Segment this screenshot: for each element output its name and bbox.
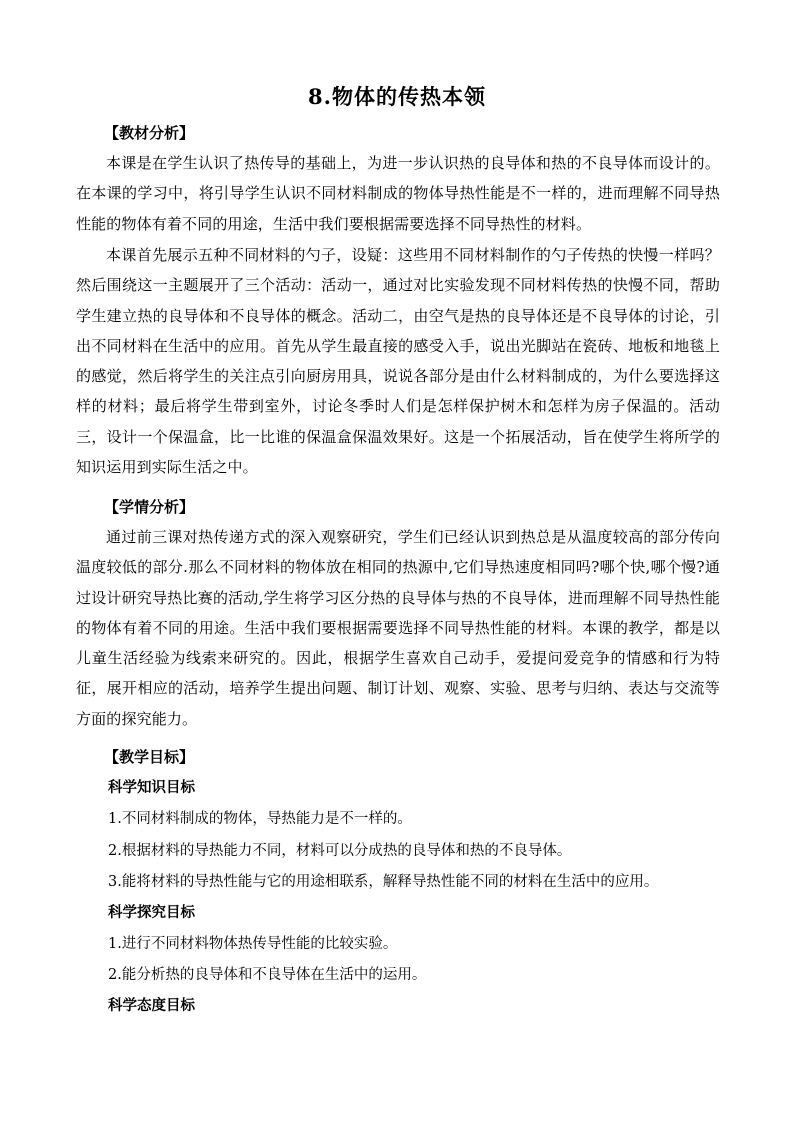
knowledge-goal-item: 3.能将材料的导热性能与它的用途相联系，解释导热性能不同的材料在生活中的应用。 (108, 874, 659, 890)
student-analysis-paragraph: 通过前三课对热传递方式的深入观察研究，学生们已经认识到热总是从温度较高的部分传向温度较低的部分.那么不同材料的物体放在相同的热源中,它们导热速度相同吗?哪个快,哪个慢?通过设计研究导热比赛的活动,学生将学习区分热的良导体与热的不良导体，进而理解不同导热性能的物体有着不同的用途。生活中我们要根据需要选择不同导热性能的材料。本课的教学，都是以儿童生活经验为线索来研究的。因此，根据学生喜欢自己动手，爱提问爱竞争的情感和行为特征，展开相应的活动，培养学生提出问题、制订计划、观察、实验、思考与归纳、表达与交流等方面的探究能力。 (76, 528, 720, 728)
goal-heading-inquiry: 科学探究目标 (108, 904, 195, 921)
goal-heading-knowledge: 科学知识目标 (108, 779, 195, 796)
inquiry-goal-item: 1.进行不同材料物体热传导性能的比较实验。 (108, 936, 398, 952)
knowledge-goal-item: 2.根据材料的导热能力不同，材料可以分成热的良导体和热的不良导体。 (108, 843, 572, 859)
material-analysis-paragraph-2: 本课首先展示五种不同材料的勺子，设疑：这些用不同材料制作的勺子传热的快慢一样吗？然后围绕这一主题展开了三个活动：活动一，通过对比实验发现不同材料传热的快慢不同，帮助学生建立热的良导体和不良导体的概念。活动二，由空气是热的良导体还是不良导体的讨论，引出不同材料在生活中的应用。首先从学生最直接的感受入手，说出光脚站在瓷砖、地板和地毯上的感觉，然后将学生的关注点引向厨房用具，说说各部分是由什么材料制成的，为什么要选择这样的材料；最后将学生带到室外，讨论冬季时人们是怎样保护树木和怎样为房子保温的。活动三，设计一个保温盒，比一比谁的保温盒保温效果好。这是一个拓展活动，旨在使学生将所学的知识运用到实际生活之中。 (76, 246, 720, 477)
section-heading-teaching-goals: 【教学目标】 (104, 748, 195, 766)
knowledge-goal-item: 1.不同材料制成的物体，导热能力是不一样的。 (108, 811, 412, 827)
inquiry-goal-item: 2.能分析热的良导体和不良导体在生活中的运用。 (108, 967, 427, 983)
page-title: 8.物体的传热本领 (308, 84, 486, 109)
goal-heading-attitude: 科学态度目标 (108, 997, 195, 1014)
material-analysis-paragraph-1: 本课是在学生认识了热传导的基础上，为进一步认识热的良导体和热的不良导体而设计的。在本课的学习中，将引导学生认识不同材料制成的物体导热性能是不一样的，进而理解不同导热性能的物体有着不同的用途，生活中我们要根据需要选择不同导热性的材料。 (76, 154, 720, 233)
section-heading-student-analysis: 【学情分析】 (104, 498, 195, 516)
section-heading-material-analysis: 【教材分析】 (104, 124, 195, 142)
